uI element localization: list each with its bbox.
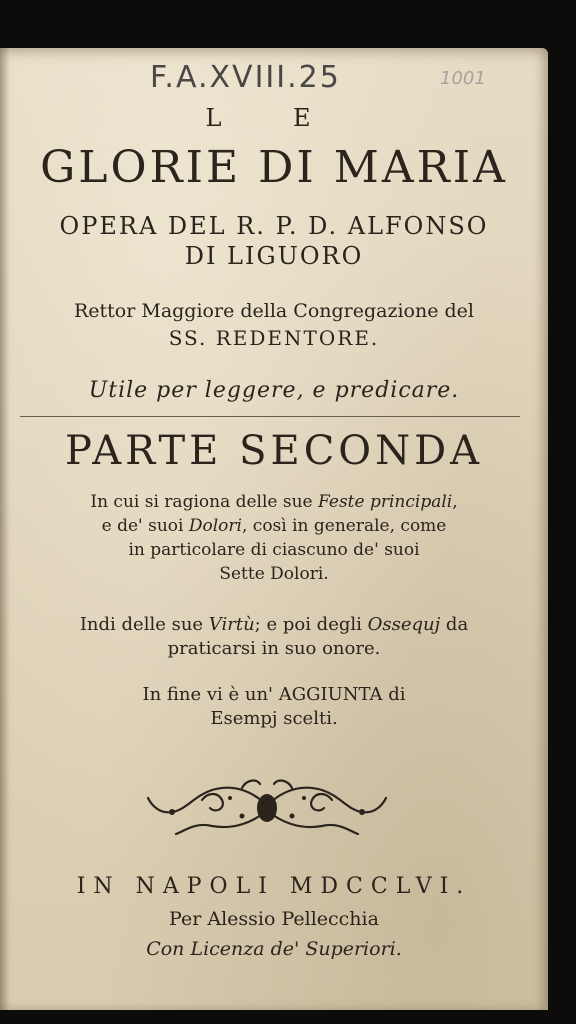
appendix-line-2: Esempj scelti. [210, 708, 338, 729]
imprint-printer: Per Alessio Pellecchia [169, 908, 379, 930]
virtues-line-1 [0, 614, 548, 635]
author-line-1: OPERA DEL R. P. D. ALFONSO [59, 212, 489, 240]
pencil-note: 1001 [440, 68, 486, 89]
virtues-text: da [440, 614, 469, 635]
shelfmark-annotation: F.A.XVIII.25 [150, 60, 341, 95]
contents-line-2 [0, 516, 548, 536]
title-page [0, 48, 548, 1010]
subtitle: Utile per leggere, e predicare. [88, 378, 460, 403]
imprint-place-date: IN NAPOLI MDCCLVI. [76, 874, 472, 899]
contents-line-1 [0, 492, 548, 512]
contents-italic: Dolori [188, 516, 242, 536]
contents-text: , così in generale, come [241, 516, 447, 536]
contents-text: In cui si ragiona delle sue [90, 492, 319, 512]
author-title-line-2: SS. REDENTORE. [168, 326, 380, 350]
main-title: GLORIE DI MARIA [40, 142, 508, 193]
author-line-2: DI LIGUORO [184, 242, 364, 270]
appendix-line-1: In fine vi è un' AGGIUNTA di [142, 684, 406, 705]
printers-ornament [142, 770, 392, 842]
virtues-text: ; e poi degli [254, 614, 368, 635]
contents-line-4: Sette Dolori. [219, 564, 329, 584]
contents-text: e de' suoi [101, 516, 189, 536]
virtues-line-2: praticarsi in suo onore. [167, 638, 381, 659]
author-title-line-1: Rettor Maggiore della Congregazione del [73, 300, 475, 322]
contents-italic: Feste principali [318, 492, 453, 512]
divider-rule [20, 416, 520, 417]
part-heading: PARTE SECONDA [64, 428, 484, 474]
virtues-italic: Ossequj [367, 614, 441, 635]
imprint-license: Con Licenza de' Superiori. [146, 938, 402, 960]
title-article: L E [205, 104, 343, 132]
virtues-text: Indi delle sue [79, 614, 209, 635]
contents-text: , [452, 492, 458, 512]
virtues-italic: Virtù [208, 614, 255, 635]
contents-line-3: in particolare di ciascuno de' suoi [128, 540, 420, 560]
